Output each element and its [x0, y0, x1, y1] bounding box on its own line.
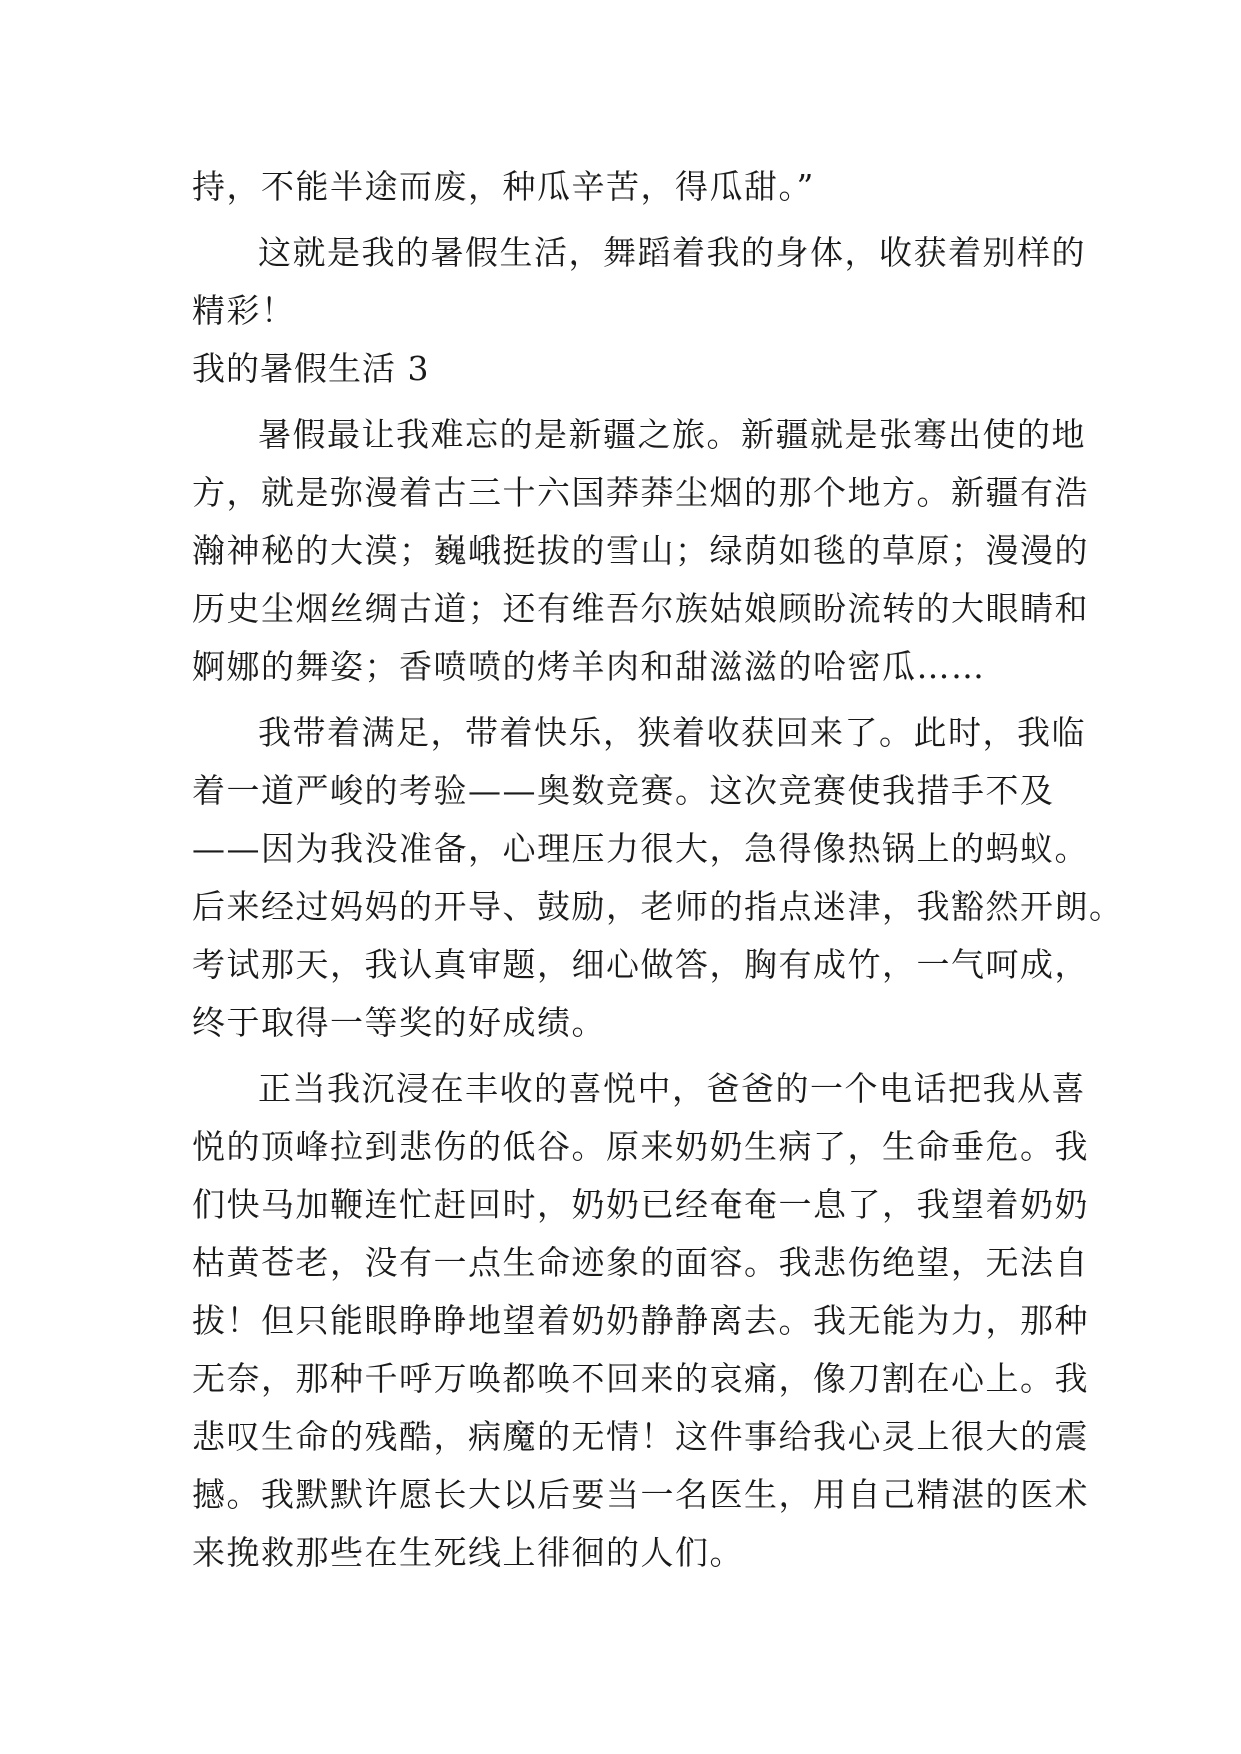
text-line: 撼。我默默许愿长大以后要当一名医生，用自己精湛的医术 [192, 1475, 1089, 1514]
text-line: 婀娜的舞姿；香喷喷的烤羊肉和甜滋滋的哈密瓜…… [192, 647, 986, 686]
paragraph-xinjiang-trip [192, 406, 1089, 696]
text-line: 无奈，那种千呼万唤都唤不回来的哀痛，像刀割在心上。我 [192, 1359, 1089, 1398]
text-line: 来挽救那些在生死线上徘徊的人们。 [192, 1533, 744, 1572]
paragraph-math-contest [192, 704, 1124, 1052]
text-line: 枯黄苍老，没有一点生命迹象的面容。我悲伤绝望，无法自 [192, 1243, 1089, 1282]
paragraph-grandmother [192, 1060, 1089, 1582]
text-line: 悦的顶峰拉到悲伤的低谷。原来奶奶生病了，生命垂危。我 [192, 1127, 1089, 1166]
text-line: 持，不能半途而废，种瓜辛苦，得瓜甜。” [192, 167, 815, 206]
document-page [192, 158, 1124, 1582]
text-line: 瀚神秘的大漠；巍峨挺拔的雪山；绿荫如毯的草原；漫漫的 [192, 531, 1089, 570]
text-line: 悲叹生命的残酷，病魔的无情！这件事给我心灵上很大的震 [192, 1417, 1089, 1456]
text-line: 精彩！ [192, 291, 296, 330]
text-line: 着一道严峻的考验——奥数竞赛。这次竞赛使我措手不及 [192, 771, 1055, 810]
text-line: 方，就是弥漫着古三十六国莽莽尘烟的那个地方。新疆有浩 [192, 473, 1089, 512]
text-line: 考试那天，我认真审题，细心做答，胸有成竹，一气呵成， [192, 945, 1089, 984]
text-line: 我带着满足，带着快乐，狭着收获回来了。此时，我临 [258, 713, 1086, 752]
section-title: 我的暑假生活 3 [192, 349, 430, 388]
closing-paragraph [192, 224, 1086, 340]
text-line: 历史尘烟丝绸古道；还有维吾尔族姑娘顾盼流转的大眼睛和 [192, 589, 1089, 628]
text-line: 暑假最让我难忘的是新疆之旅。新疆就是张骞出使的地 [258, 415, 1086, 454]
text-line: 这就是我的暑假生活，舞蹈着我的身体，收获着别样的 [258, 233, 1086, 272]
text-line: 们快马加鞭连忙赶回时，奶奶已经奄奄一息了，我望着奶奶 [192, 1185, 1089, 1224]
text-line: 后来经过妈妈的开导、鼓励，老师的指点迷津，我豁然开朗。 [192, 887, 1124, 926]
text-line: 终于取得一等奖的好成绩。 [192, 1003, 606, 1042]
text-line: ——因为我没准备，心理压力很大，急得像热锅上的蚂蚁。 [192, 829, 1089, 868]
intro-tail-paragraph [192, 158, 1052, 216]
text-line: 拔！但只能眼睁睁地望着奶奶静静离去。我无能为力，那种 [192, 1301, 1089, 1340]
text-line: 正当我沉浸在丰收的喜悦中，爸爸的一个电话把我从喜 [258, 1069, 1086, 1108]
